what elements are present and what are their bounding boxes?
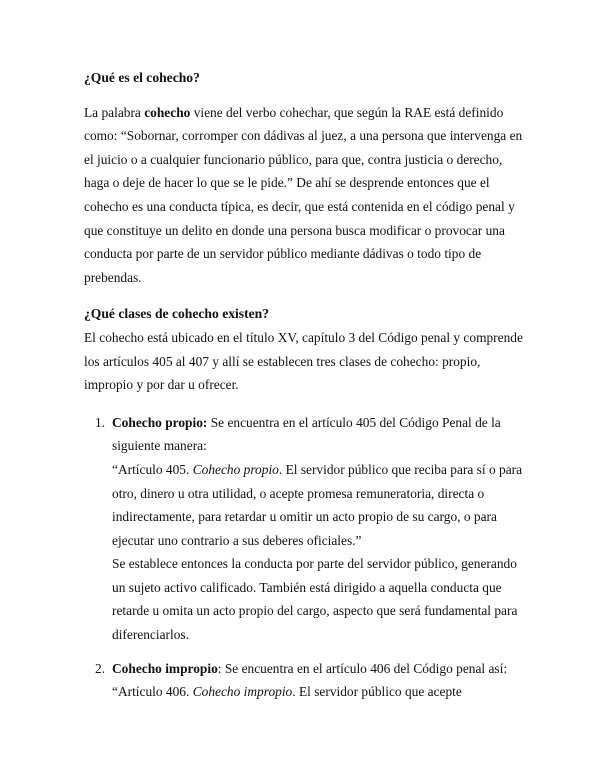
item-term: Cohecho impropio	[112, 660, 218, 676]
list-number: 1.	[95, 414, 106, 430]
quote-title: Cohecho propio	[192, 461, 279, 477]
heading-clases-cohecho: ¿Qué clases de cohecho existen?	[84, 306, 270, 322]
definition-lead: La palabra	[84, 104, 145, 120]
list-item-cohecho-impropio	[84, 657, 524, 704]
quote-start: “Artículo 405.	[112, 461, 193, 477]
item-intro	[112, 657, 524, 704]
list-item-cohecho-propio	[84, 411, 524, 647]
item-intro-text: Se encuentra en el artículo 405 del Código Penal de la siguiente manera:	[112, 414, 501, 454]
paragraph-definition	[84, 101, 524, 290]
item-explanation: Se establece entonces la conducta por parte del servidor público, generando un sujeto activo calificado. También está dirigido a aquella conducta que retarde u omita un acto propio del cargo, aspecto que será fundamental para diferenciarlos.	[112, 556, 518, 643]
item-intro-text: : Se encuentra en el artículo 406 del Código penal así: “Artículo 406.	[112, 660, 508, 700]
item-intro	[112, 411, 524, 458]
clases-list	[84, 411, 524, 704]
term-cohecho: cohecho	[144, 104, 191, 120]
paragraph-clases: El cohecho está ubicado en el título XV, capítulo 3 del Código penal y comprende los artículos 405 al 407 y allí se establecen tres clases de cohecho: propio, impropio y por dar u ofrecer.	[84, 329, 523, 393]
item-quote	[112, 458, 524, 552]
item-term: Cohecho propio:	[112, 414, 208, 430]
list-number: 2.	[95, 660, 106, 676]
definition-body: viene del verbo cohechar, que según la RAE está definido como: “Sobornar, corromper con dádivas al juez, a una persona que intervenga en el juicio o a cualquier funcionario público, para que, contra justicia o derecho, haga o deje de hacer lo que se le pide.” De ahí se desprende entonces que el cohecho es una conducta típica, es decir, que está contenida en el código penal y que constituye un delito en donde una persona busca modificar o provocar una conducta por parte de un servidor público mediante dádivas o todo tipo de prebendas.	[84, 104, 523, 285]
document-page	[84, 66, 524, 714]
quote-body: . El servidor público que reciba para sí o para otro, dinero u otra utilidad, o acepte promesa remuneratoria, directa o indirectamente, para retardar u omitir un acto propio de su cargo, o para ejecutar uno contrario a sus deberes oficiales.”	[112, 461, 523, 548]
quote-title: Cohecho impropio	[192, 684, 293, 700]
heading-que-es-cohecho: ¿Qué es el cohecho?	[84, 70, 200, 85]
quote-body: . El servidor público que acepte	[292, 684, 462, 700]
